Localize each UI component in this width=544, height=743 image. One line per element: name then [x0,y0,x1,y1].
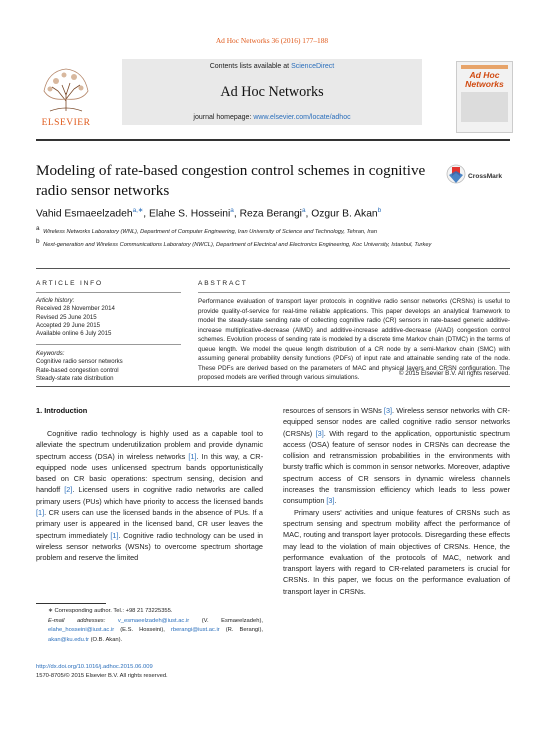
keyword-item[interactable]: Rate-based congestion control [36,366,119,374]
sciencedirect-link[interactable]: ScienceDirect [291,63,335,70]
article-info-heading: ARTICLE INFO [36,280,103,287]
email-label: E-mail addresses: [48,617,118,624]
title-rule [36,268,510,269]
keywords [36,350,186,383]
author-list [36,206,510,219]
author-affiliation-mark[interactable]: a [230,207,234,214]
text-run: (V. Esmaeelzadeh), [189,617,263,624]
history-entry: Received 28 November 2014 [36,305,115,313]
citation-link[interactable]: akan@ku.edu.tr [48,637,90,644]
paragraph-continued [283,406,510,505]
crossmark-label: CrossMark [468,173,503,180]
article-title-line1: Modeling of rate-based congestion control schemes in cognitive [36,162,426,179]
citation-link[interactable]: [2] [64,485,73,495]
cover-bar [461,65,508,69]
cover-art [461,92,508,122]
text-run: (R. Berangi), [219,627,263,634]
text-run: Cognitive radio technology is highly used as a capable tool to alleviate the spectrum underutilization problem and provide dynamic spectrum access (DSA) in wireless networks [36,429,263,461]
text-run: . Wireless sensor networks with CR-equipped sensor nodes are called cognitive radio sensor networks (CRSNs) [283,406,510,438]
abstract-heading: ABSTRACT [198,280,248,287]
email-addresses-note [36,617,263,646]
affiliations [36,224,510,251]
cover-title-line1: Ad Hoc [469,70,500,80]
text-run: . CR users can use the licensed bands in the absence of PUs. If a primary user is appeared in the licensed band, CR user leaves the spectrum immediately [36,508,263,540]
journal-reference[interactable]: Ad Hoc Networks 36 (2016) 177–188 [215,36,329,45]
keyword-item[interactable]: Steady-state rate distribution [36,374,114,382]
affiliation-text: Next-generation and Wireless Communications Laboratory (NWCL), Department of Electrical and Electronics Engineering, Koc University, Istanbul, Turkey [41,242,432,249]
history-entry: Accepted 29 June 2015 [36,321,101,329]
doi-block [36,663,336,681]
crossmark-icon [446,163,466,187]
footnote-rule [36,603,106,604]
text-run: . With regard to the application, opportunistic spectrum access (OSA) feature of sensor nodes in CRSNs can decrease the collision and retransmission probabilities in the environments with bursty traffic which is common in sensor networks. Moreover, adaptive spectrum access of CR sensors in dynamic wireless channels increases the transmission efficiency which leads to less power consumption [283,428,510,506]
text-run: . Cognitive radio technology can be used in wireless sensor networks (WSNs) to overcome spectrum shortage problem and reserve the limited [36,530,263,563]
abstract-copyright: © 2015 Elsevier B.V. All rights reserved. [398,370,510,377]
text-run: resources of sensors in WSNs [283,406,384,415]
cover-title-line2: Networks [465,79,504,89]
affiliation-item [36,237,510,250]
citation-link[interactable]: [1] [36,508,45,518]
affiliation-mark: a [36,225,40,232]
homepage-label: journal homepage: [193,114,254,121]
crossmark-button[interactable] [446,161,516,187]
paragraph-primary-users: Primary users' activities and unique features of CRSNs such as spectrum sensing and spectrum mobility affect the performance of MAC, routing and transport layer protocols. Disregarding these effects may lead to the violation of main objectives of CRSNs. Hence, the performance evaluation of the protocols of MAC, network and transport layers with regard to CR-related parameters is crucial for CRSNs. In this paper, we focus on the performance evaluation of transport layer in CRSNs. [283,507,510,596]
corresponding-author-note: ∗ Corresponding author. Tel.: +98 21 73225355. [48,608,173,614]
doi-link[interactable]: http://dx.doi.org/10.1016/j.adhoc.2015.06.009 [36,664,153,670]
text-run: . In this way, a CR-equipped node uses unlicensed spectrum bands opportunistically based on CR basic operations: spectrum sensing, decision and handoff [36,451,264,495]
header-rule [36,139,510,141]
contents-prefix: Contents lists available at [209,63,292,70]
publisher-logo-text: ELSEVIER [41,118,91,128]
citation-link[interactable]: v_esmaeelzadeh@iust.ac.ir [117,617,190,624]
affiliation-text: Wireless Networks Laboratory (WNL), Department of Computer Engineering, Iran University of Science and Technology, Tehran, Iran [41,228,378,235]
keyword-list [36,358,186,383]
affiliation-item [36,224,510,237]
text-run: (O.B. Akan). [89,637,123,644]
abstract-rule [198,292,510,293]
cover-title [457,71,512,89]
keywords-heading: Keywords: [36,350,65,357]
author-separator: , [143,208,149,220]
abstract-text: Performance evaluation of transport layer protocols in cognitive radio sensor networks (CRSNs) is useful to provide quality-of-service for real-time reliable applications. This paper develops an analytical framework to model the steady-state sending rate of collecting cognitive radio (CR) sensors in rate-based generic additive-increase multiplicative-decrease (AIMD) and additive-increase additive-decrease (AIAD) congestion control schemes. Evolution process of sending rate is modeled by a discrete time Markov chain (DTMC) in the terms of queue length. We model the queue length distribution of a CR node by a semi-Markov chain (SMC) with assuming general probability density functions (PDFs) of input rate and attainable sending rate of the node. These PDFs are derived based on the parameters of MAC and physical layers and CRSN configuration. The proposed models are verified through various simulations. [198,298,510,381]
history-list [36,305,186,338]
homepage-link[interactable]: www.elsevier.com/locate/adhoc [253,114,351,121]
journal-name: Ad Hoc Networks [220,84,324,100]
keyword-item[interactable]: Cognitive radio sensor networks [36,358,123,366]
author-separator: , [305,208,312,220]
author-affiliation-mark[interactable]: a [301,207,306,214]
author-separator: , [233,208,240,220]
citation-link[interactable]: elahe_hosseini@iust.ac.ir [48,627,115,634]
author-name[interactable]: Ozgur B. Akan [311,208,378,220]
history-entry: Available online 6 July 2015 [36,330,112,338]
citation-link[interactable]: [3] [383,406,393,415]
elsevier-tree-logo-icon[interactable] [36,61,96,131]
article-info-rule [36,292,181,293]
affiliation-mark: b [36,238,40,246]
author-affiliation-mark[interactable]: a,∗ [132,207,144,214]
section-heading-introduction: 1. Introduction [36,406,88,415]
text-run: (E.S. Hosseini), [114,627,171,634]
body-column-right [283,405,510,597]
citation-link[interactable]: [1] [188,451,197,461]
citation-link[interactable]: [3] [315,428,324,438]
article-title-line2: radio sensor networks [36,182,170,199]
body-column-left [36,428,263,564]
keywords-rule [36,344,181,345]
citation-link[interactable]: [3] [326,496,335,506]
footnotes [36,607,263,646]
journal-cover-thumbnail-icon[interactable] [456,61,513,133]
history-heading: Article history: [36,297,75,304]
contents-line [122,63,422,70]
journal-homepage [122,114,422,121]
author-name[interactable]: Reza Berangi [239,208,302,220]
history-entry: Revised 25 June 2015 [36,313,97,321]
author-name[interactable]: Vahid Esmaeelzadeh [36,208,133,220]
text-run: . [334,496,337,506]
issn-line: 1570-8705/© 2015 Elsevier B.V. All rights reserved. [36,673,168,679]
citation-link[interactable]: rberangi@iust.ac.ir [170,627,220,634]
author-affiliation-mark[interactable]: b [377,207,382,214]
author-name[interactable]: Elahe S. Hosseini [148,208,231,220]
article-title [36,161,426,201]
citation-link[interactable]: [1] [110,530,119,540]
abstract-bottom-rule [36,386,510,387]
article-history [36,297,186,338]
text-run: . Licensed users in cognitive radio networks are called primary users (PUs) which have priority to access the licensed bands [36,485,264,506]
